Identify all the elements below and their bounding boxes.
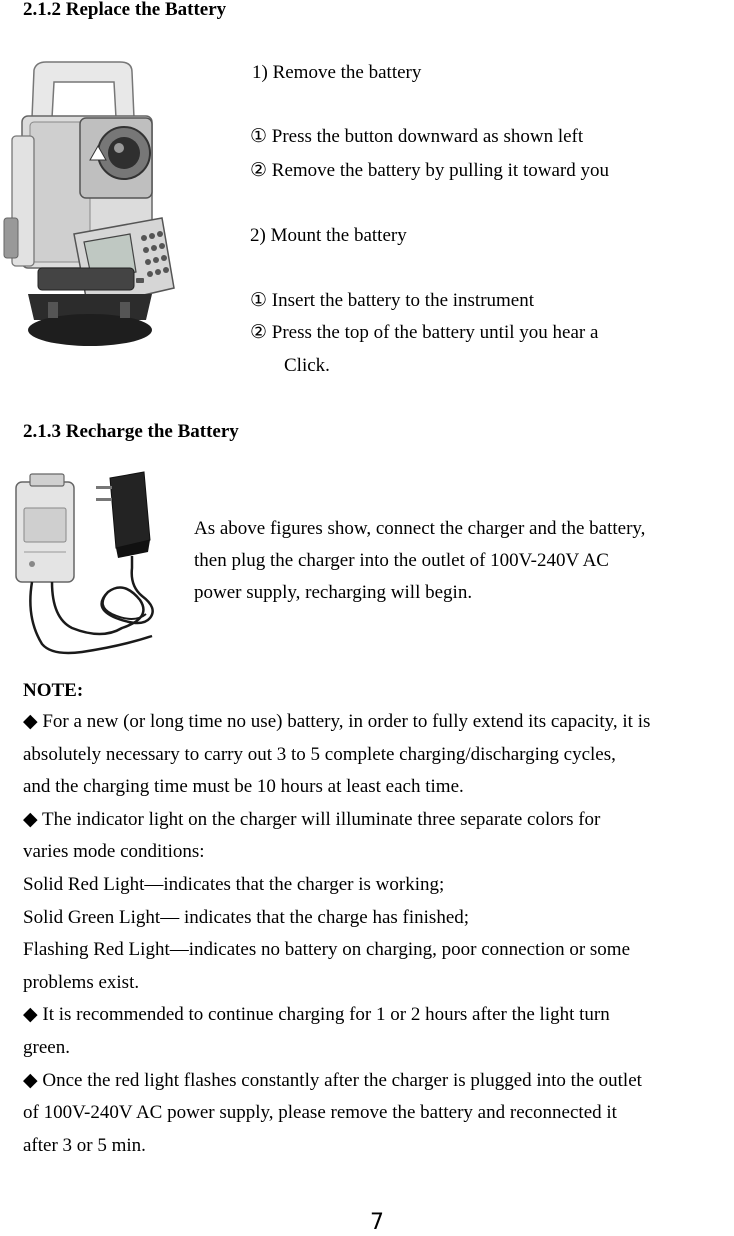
note-line: green. xyxy=(23,1036,70,1058)
recharge-description-line-1: As above figures show, connect the charger and the battery, xyxy=(194,518,646,539)
charger-image xyxy=(12,468,162,660)
note-line: absolutely necessary to carry out 3 to 5 complete charging/discharging cycles, xyxy=(23,743,616,765)
recharge-description-line-3: power supply, recharging will begin. xyxy=(194,582,473,603)
mount-step-2: ② Press the top of the battery until you hear a xyxy=(250,322,599,343)
section-heading-replace-battery: 2.1.2 Replace the Battery xyxy=(23,0,227,20)
note-line: after 3 or 5 min. xyxy=(23,1134,146,1156)
note-line: ◆ It is recommended to continue charging for 1 or 2 hours after the light turn xyxy=(23,1004,610,1026)
note-line: problems exist. xyxy=(23,971,140,993)
total-station-image xyxy=(2,58,187,350)
section-heading-recharge-battery: 2.1.3 Recharge the Battery xyxy=(23,421,239,442)
page-number: 7 xyxy=(370,1210,384,1235)
note-line: ◆ For a new (or long time no use) battery, in order to fully extend its capacity, it is xyxy=(23,711,651,732)
remove-step-1: ① Press the button downward as shown left xyxy=(250,126,584,147)
remove-battery-title: 1) Remove the battery xyxy=(252,62,422,83)
mount-battery-title: 2) Mount the battery xyxy=(250,225,407,246)
mount-step-2-continuation: Click. xyxy=(284,355,330,376)
note-body xyxy=(23,706,734,1162)
note-line: ◆ The indicator light on the charger will illuminate three separate colors for xyxy=(23,808,601,830)
note-line: and the charging time must be 10 hours at least each time. xyxy=(23,776,464,798)
note-line: varies mode conditions: xyxy=(23,841,205,863)
note-line: Flashing Red Light—indicates no battery on charging, poor connection or some xyxy=(23,939,630,961)
recharge-description-line-2: then plug the charger into the outlet of 100V-240V AC xyxy=(194,550,609,571)
note-line: of 100V-240V AC power supply, please remove the battery and reconnected it xyxy=(23,1102,617,1124)
note-label: NOTE: xyxy=(23,680,84,701)
note-line: ◆ Once the red light flashes constantly after the charger is plugged into the outlet xyxy=(23,1069,642,1091)
remove-step-2: ② Remove the battery by pulling it toward you xyxy=(250,160,609,181)
mount-step-1: ① Insert the battery to the instrument xyxy=(250,290,535,311)
note-line: Solid Red Light—indicates that the charger is working; xyxy=(23,873,445,895)
note-line: Solid Green Light— indicates that the charge has finished; xyxy=(23,906,470,928)
